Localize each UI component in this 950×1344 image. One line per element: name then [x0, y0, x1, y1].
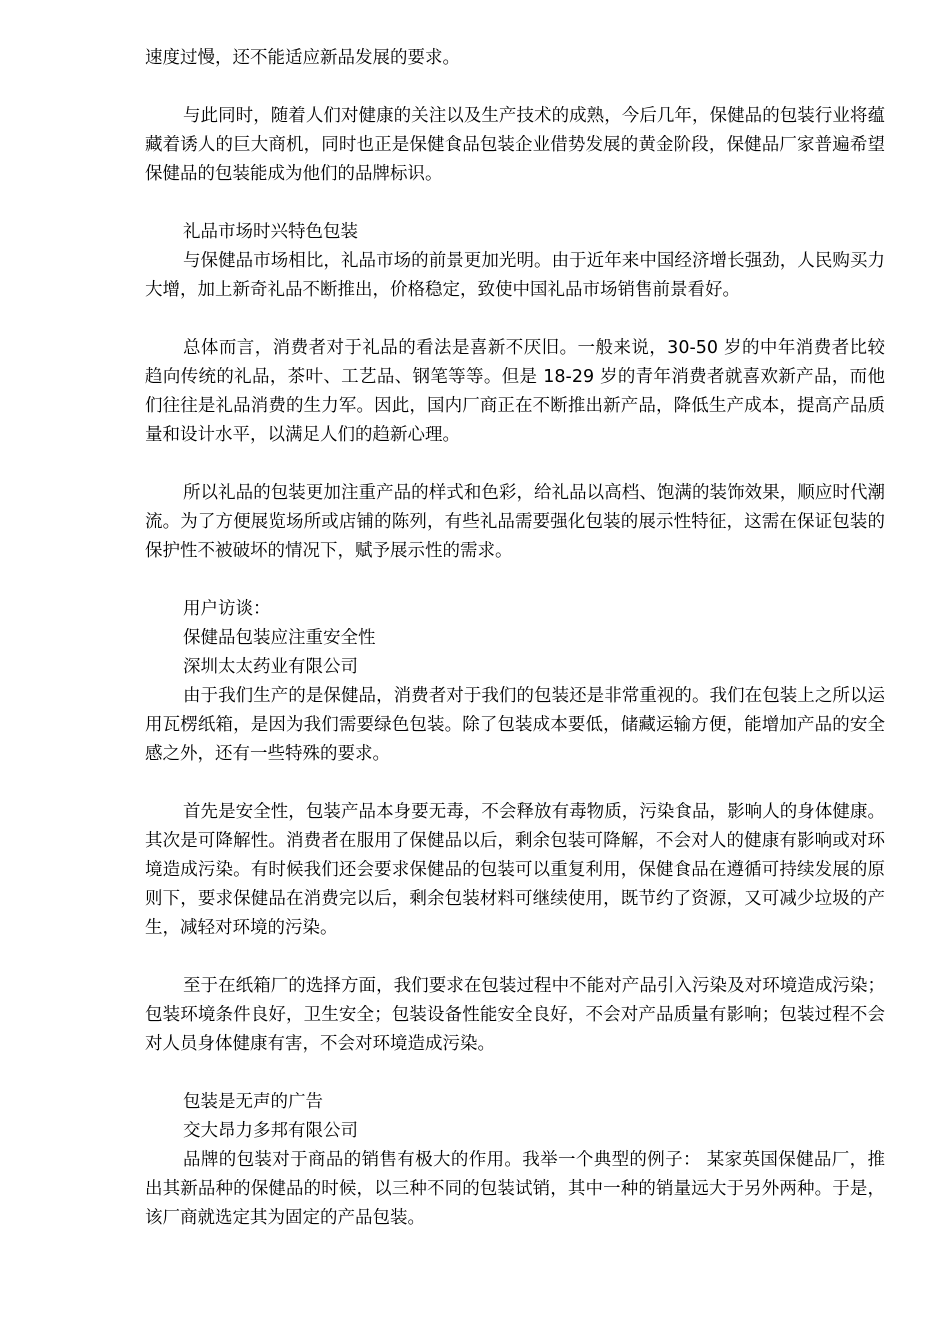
- paragraph-gift-packaging: 所以礼品的包装更加注重产品的样式和色彩，给礼品以高档、饱满的装饰效果，顺应时代潮流。为了方便展览场所或店铺的陈列，有些礼品需要强化包装的展示性特征，这需在保证包装的保护性不被破坏的情况下，赋予展示性的需求。: [145, 483, 885, 561]
- interview-title-safety: 保健品包装应注重安全性: [183, 628, 376, 648]
- interview-title-advertising: 包装是无声的广告: [183, 1092, 323, 1112]
- paragraph-gap: [145, 769, 885, 798]
- paragraph-gap: [145, 450, 885, 479]
- paragraph-factory-selection: 至于在纸箱厂的选择方面，我们要求在包装过程中不能对产品引入污染及对环境造成污染；包装环境条件良好，卫生安全；包装设备性能安全良好，不会对产品质量有影响；包装过程不会对人员身体健康有害，不会对环境造成污染。: [145, 976, 885, 1054]
- paragraph-gap: [145, 1059, 885, 1088]
- section-heading-interviews: 用户访谈：: [183, 599, 271, 619]
- paragraph-consumer-attitude: 总体而言，消费者对于礼品的看法是喜新不厌旧。一般来说，30-50 岁的中年消费者比较趋向传统的礼品，茶叶、工艺品、钢笔等等。但是 18-29 岁的青年消费者就喜欢新产品，而他们往往是礼品消费的生力军。因此，国内厂商正在不断推出新产品，降低生产成本，提高产品质量和设计水平，以满足人们的趋新心理。: [145, 338, 885, 445]
- document-body: [145, 44, 885, 1233]
- paragraph-gap: [145, 73, 885, 102]
- paragraph-gap: [145, 189, 885, 218]
- interview-company-taitai: 深圳太太药业有限公司: [183, 657, 358, 677]
- paragraph-gift-market: 与保健品市场相比，礼品市场的前景更加光明。由于近年来中国经济增长强劲，人民购买力大增，加上新奇礼品不断推出，价格稳定，致使中国礼品市场销售前景看好。: [145, 251, 885, 300]
- paragraph-health-market: 与此同时，随着人们对健康的关注以及生产技术的成熟，今后几年，保健品的包装行业将蕴藏着诱人的巨大商机，同时也正是保健食品包装企业借势发展的黄金阶段，保健品厂家普遍希望保健品的包装能成为他们的品牌标识。: [145, 106, 885, 184]
- paragraph-continuation: 速度过慢，还不能适应新品发展的要求。: [145, 48, 460, 68]
- paragraph-brand-packaging: 品牌的包装对于商品的销售有极大的作用。我举一个典型的例子： 某家英国保健品厂，推出其新品种的保健品的时候，以三种不同的包装试销，其中一种的销量远大于另外两种。于是，该厂商就选定其为固定的产品包装。: [145, 1150, 885, 1228]
- paragraph-gap: [145, 566, 885, 595]
- paragraph-safety-requirements: 首先是安全性，包装产品本身要无毒，不会释放有毒物质，污染食品，影响人的身体健康。其次是可降解性。消费者在服用了保健品以后，剩余包装可降解，不会对人的健康有影响或对环境造成污染。有时候我们还会要求保健品的包装可以重复利用，保健食品在遵循可持续发展的原则下，要求保健品在消费完以后，剩余包装材料可继续使用，既节约了资源，又可减少垃圾的产生，减轻对环境的污染。: [145, 802, 885, 938]
- interview-company-jiaoda: 交大昂力多邦有限公司: [183, 1121, 358, 1141]
- paragraph-gap: [145, 943, 885, 972]
- section-heading-gift-market: 礼品市场时兴特色包装: [183, 222, 358, 242]
- paragraph-gap: [145, 305, 885, 334]
- paragraph-interview-intro: 由于我们生产的是保健品，消费者对于我们的包装还是非常重视的。我们在包装上之所以运用瓦楞纸箱，是因为我们需要绿色包装。除了包装成本要低，储藏运输方便，能增加产品的安全感之外，还有一些特殊的要求。: [145, 686, 885, 764]
